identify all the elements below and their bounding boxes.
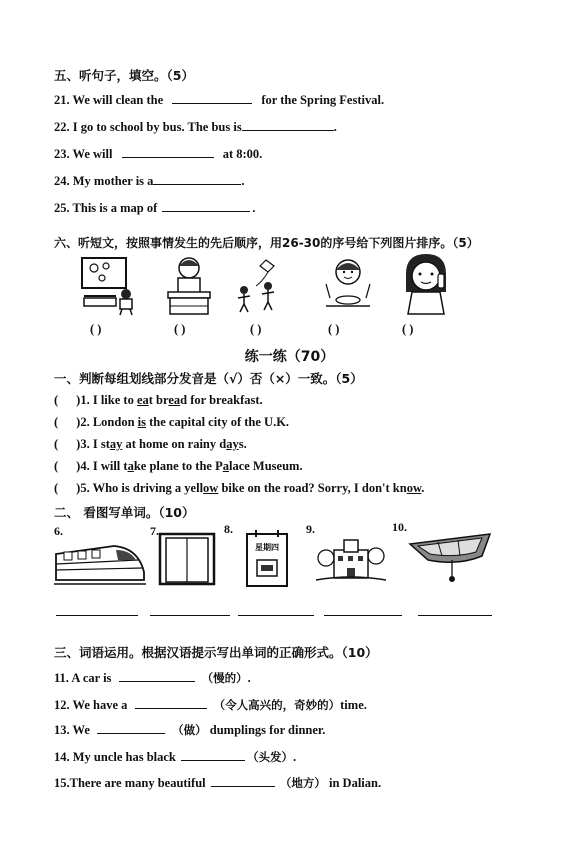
judge-item-5	[54, 481, 424, 496]
answer-line-8[interactable]	[238, 615, 314, 616]
judge-num: )3.	[76, 437, 93, 451]
judge-text: I will t	[92, 459, 128, 473]
judge-paren-3[interactable]: (	[54, 437, 59, 451]
calendar-label: 星期四	[255, 543, 279, 552]
judge-item-1	[54, 393, 263, 408]
judge-num: )5.	[76, 481, 93, 495]
order-paren-1[interactable]: ( )	[90, 322, 102, 336]
q12-hint: （令人高兴的，奇妙的）	[213, 698, 341, 712]
q21-tail: for the Spring Festival.	[261, 93, 385, 107]
q11-text: 11. A car is	[54, 671, 112, 685]
q22-tail: .	[333, 120, 337, 134]
q14-tail: .	[293, 750, 297, 764]
question-13	[54, 722, 325, 738]
q13-blank[interactable]	[97, 723, 165, 734]
q25-text: 25. This is a map of	[54, 201, 158, 215]
girl-phone-picture	[398, 252, 454, 316]
q15-tail: in Dalian.	[329, 776, 382, 790]
question-12	[54, 697, 367, 713]
question-23	[54, 147, 262, 162]
answer-line-9[interactable]	[324, 615, 402, 616]
judge-text: I st	[92, 437, 110, 451]
judge-text: London	[92, 415, 138, 429]
judge-item-2	[54, 415, 289, 430]
q15-text: 15.There are many beautiful	[54, 776, 206, 790]
question-21	[54, 93, 384, 108]
underlined-part: ay	[109, 437, 123, 451]
underlined-part: ea	[136, 393, 149, 407]
judge-text: d for breakfast.	[180, 393, 263, 407]
order-paren-3[interactable]: ( )	[250, 322, 262, 336]
underlined-part: is	[137, 415, 147, 429]
q15-blank[interactable]	[211, 776, 275, 787]
q25-blank[interactable]	[162, 201, 250, 212]
calendar-picture	[244, 528, 290, 588]
q14-hint: （头发）	[247, 750, 294, 764]
answer-line-6[interactable]	[56, 615, 138, 616]
q11-hint: （慢的）	[201, 671, 248, 685]
q22-blank[interactable]	[242, 120, 334, 131]
q24-tail: .	[241, 174, 245, 188]
q13-text: 13. We	[54, 723, 90, 737]
picture-number-9: 9.	[306, 522, 315, 536]
question-22	[54, 120, 337, 135]
door-picture	[158, 532, 216, 586]
underlined-part: ow	[203, 481, 219, 495]
judge-paren-5[interactable]: (	[54, 481, 59, 495]
judge-paren-2[interactable]: (	[54, 415, 59, 429]
picture-number-10: 10.	[392, 520, 407, 534]
judge-text: the capital city of the U.K.	[146, 415, 290, 429]
part2-heading: 二、 看图写单词。（10）	[54, 505, 195, 520]
picture-number-8: 8.	[224, 522, 233, 536]
train-picture	[54, 540, 146, 586]
q24-text: 24. My mother is a	[54, 174, 154, 188]
order-paren-4[interactable]: ( )	[328, 322, 340, 336]
answer-line-10[interactable]	[418, 615, 492, 616]
children-kite-picture	[232, 256, 292, 316]
judge-item-4	[54, 459, 303, 474]
q15-hint: （地方）	[279, 776, 326, 790]
q11-tail: .	[247, 671, 251, 685]
judge-text: lace Museum.	[228, 459, 303, 473]
judge-item-3	[54, 437, 247, 452]
question-11	[54, 670, 251, 686]
underlined-part: ay	[226, 437, 239, 451]
q24-blank[interactable]	[153, 174, 241, 185]
judge-paren-1[interactable]: (	[54, 393, 59, 407]
question-24	[54, 174, 245, 189]
judge-text: Who is driving a yell	[92, 481, 204, 495]
question-15	[54, 775, 381, 791]
judge-text: I like to	[92, 393, 137, 407]
q22-text: 22. I go to school by bus. The bus is	[54, 120, 242, 134]
judge-text: at home on rainy d	[122, 437, 227, 451]
q23-blank[interactable]	[122, 147, 214, 158]
q12-blank[interactable]	[135, 698, 207, 709]
section6-heading: 六、听短文，按照事情发生的先后顺序，用26-30的序号给下列图片排序。（5）	[54, 236, 479, 250]
q25-tail: .	[252, 201, 256, 215]
question-25	[54, 201, 256, 216]
judge-num: )4.	[76, 459, 93, 473]
judge-paren-4[interactable]: (	[54, 459, 59, 473]
practice-title: 练一练（70）	[244, 349, 335, 365]
q13-tail: dumplings for dinner.	[209, 723, 326, 737]
judge-text: t br	[148, 393, 169, 407]
picture-number-7: 7.	[150, 524, 159, 538]
part3-heading: 三、词语运用。根据汉语提示写出单词的正确形式。（10）	[54, 645, 378, 660]
judge-text: ke plane to the P	[133, 459, 223, 473]
q14-text: 14. My uncle has black	[54, 750, 176, 764]
underlined-part: a	[127, 459, 134, 473]
q12-text: 12. We have a	[54, 698, 128, 712]
q23-text: 23. We will	[54, 147, 113, 161]
q14-blank[interactable]	[181, 750, 245, 761]
q13-hint: （做）	[172, 723, 207, 737]
underlined-part: ow	[406, 481, 422, 495]
q23-tail: at 8:00.	[222, 147, 263, 161]
boat-picture	[408, 530, 492, 584]
school-picture	[316, 536, 386, 586]
picture-number-6: 6.	[54, 524, 63, 538]
order-paren-5[interactable]: ( )	[402, 322, 414, 336]
q21-text: 21. We will clean the	[54, 93, 164, 107]
girl-eating-picture	[320, 254, 376, 316]
part1-heading: 一、判断每组划线部分发音是（√）否（×）一致。（5）	[54, 371, 363, 386]
q12-tail: time.	[340, 698, 367, 712]
judge-text: .	[421, 481, 425, 495]
underlined-part: a	[222, 459, 229, 473]
judge-text: bike on the road? Sorry, I don't kn	[218, 481, 407, 495]
underlined-part: ea	[168, 393, 181, 407]
judge-text: s.	[238, 437, 247, 451]
girl-at-desk-picture	[164, 254, 214, 316]
answer-line-7[interactable]	[150, 615, 230, 616]
order-paren-2[interactable]: ( )	[174, 322, 186, 336]
judge-num: )1.	[76, 393, 93, 407]
judge-num: )2.	[76, 415, 93, 429]
question-14	[54, 749, 296, 765]
section5-heading: 五、听句子，填空。（5）	[54, 68, 194, 83]
classroom-picture	[80, 256, 142, 316]
q21-blank[interactable]	[172, 93, 252, 104]
q11-blank[interactable]	[119, 671, 195, 682]
